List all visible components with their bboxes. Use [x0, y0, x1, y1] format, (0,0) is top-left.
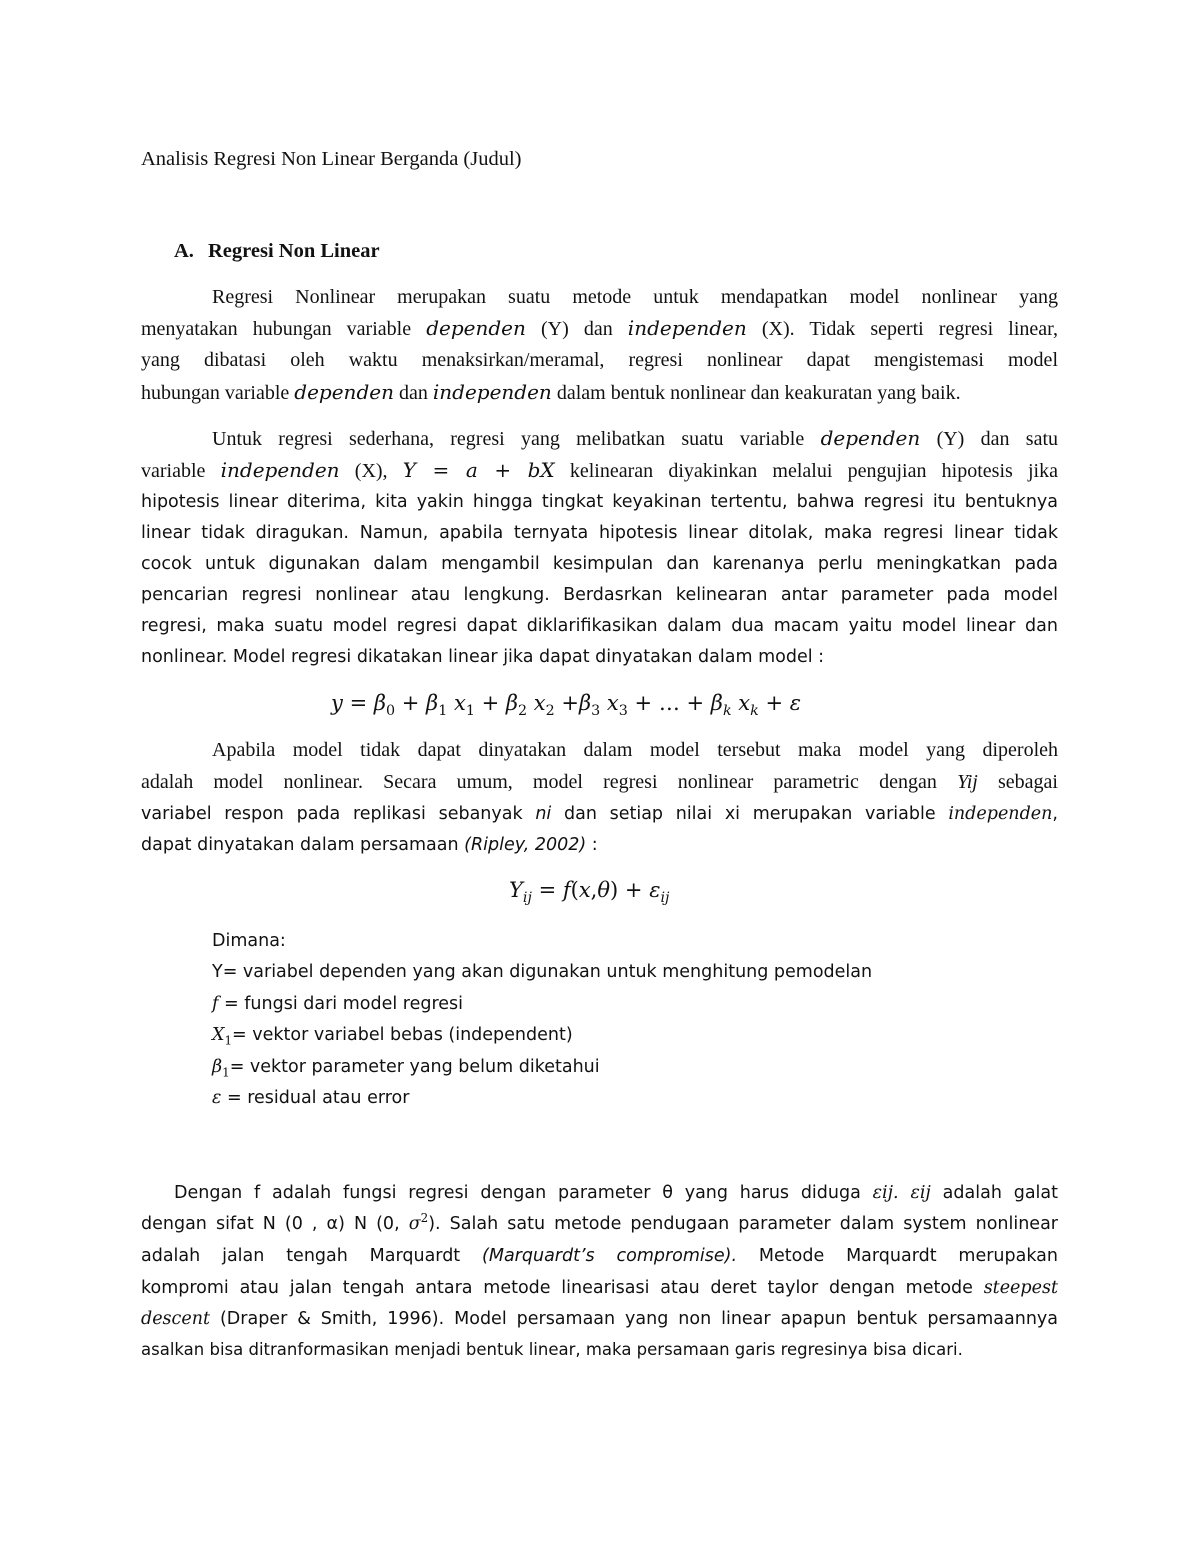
paragraph-4-line-6: asalkan bisa ditranformasikan menjadi bentuk linear, maka persamaan garis regresinya bisa dicari. — [141, 1340, 963, 1359]
paragraph-4-line-5: descent (Draper & Smith, 1996). Model persamaan yang non linear apapun bentuk persamaannya — [141, 1309, 1058, 1329]
paragraph-3-line-2: adalah model nonlinear. Secara umum, model regresi nonlinear parametric dengan Yij sebagai — [141, 771, 1058, 793]
paragraph-1-line-2: menyatakan hubungan variable dependen (Y) dan independen (X). Tidak seperti regresi linear, — [141, 316, 1059, 340]
paragraph-2-line-5: cocok untuk digunakan dalam mengambil kesimpulan dan karenanya perlu meningkatkan pada — [141, 554, 1058, 574]
term-independen: independen — [220, 458, 340, 482]
paragraph-2-line-7: regresi, maka suatu model regresi dapat diklarifikasikan dalam dua macam yaitu model linear dan — [141, 616, 1058, 636]
where-label: Dimana: — [212, 931, 286, 951]
paragraph-2-line-4: linear tidak diragukan. Namun, apabila ternyata hipotesis linear ditolak, maka regresi linear tidak — [141, 523, 1058, 543]
where-item-beta1: $\beta_1=$ vektor parameter yang belum diketahui — [212, 1057, 600, 1080]
term-dependen: dependen — [294, 380, 394, 404]
paragraph-4-line-3: adalah jalan tengah Marquardt (Marquardt’s compromise). Metode Marquardt merupakan — [141, 1246, 1058, 1266]
citation: (Ripley, 2002) — [464, 835, 587, 855]
paragraph-2-line-3: hipotesis linear diterima, kita yakin hingga tingkat keyakinan tertentu, bahwa regresi itu bentuknya — [141, 492, 1058, 512]
equation-linear-model: $y = \beta_0 + \beta_1$ $x_1 + \beta_2$ $x_2 +\beta_3$ $x_3$ + … + $\beta_k$ $x_k + \varepsilon$ — [331, 691, 802, 720]
paragraph-2-line-2: variable independen (X), Y = a + bX kelinearan diyakinkan melalui pengujian hipotesis jika — [141, 458, 1058, 482]
section-heading-text: Regresi Non Linear — [208, 240, 380, 262]
paragraph-4-line-4: kompromi atau jalan tengah antara metode linearisasi atau deret taylor dengan metode steepest — [141, 1278, 1058, 1298]
paragraph-1-line-3: yang dibatasi oleh waktu menaksirkan/meramal, regresi nonlinear dapat mengistemasi model — [141, 349, 1058, 371]
paragraph-2-line-8: nonlinear. Model regresi dikatakan linear jika dapat dinyatakan dalam model : — [141, 647, 825, 667]
equation-nonlinear-model: $Y_{ij} = f(x,\theta) + \varepsilon_{ij}$ — [509, 878, 670, 907]
paragraph-4-line-2: dengan sifat N (0 , α) N (0, $\sigma^2$). Salah satu metode pendugaan parameter dalam system nonlinear — [141, 1211, 1058, 1234]
paragraph-1-line-1: Regresi Nonlinear merupakan suatu metode untuk mendapatkan model nonlinear yang — [212, 286, 1058, 308]
inline-equation: Y = a + bX — [402, 458, 555, 482]
paragraph-3-line-4: dapat dinyatakan dalam persamaan (Ripley, 2002) : — [141, 835, 598, 855]
document-title: Analisis Regresi Non Linear Berganda (Judul) — [141, 148, 522, 170]
term-independen: independen — [627, 316, 747, 340]
term-dependen: dependen — [820, 426, 921, 450]
paragraph-2-line-6: pencarian regresi nonlinear atau lengkung. Berdasrkan kelinearan antar parameter pada model — [141, 585, 1058, 605]
term-independen: independen — [432, 380, 552, 404]
paragraph-3-line-1: Apabila model tidak dapat dinyatakan dalam model tersebut maka model yang diperoleh — [212, 739, 1058, 761]
where-item-x1: $X_1=$ vektor variabel bebas (independent) — [212, 1025, 573, 1048]
term-dependen: dependen — [426, 316, 526, 340]
paragraph-4-line-1: Dengan f adalah fungsi regresi dengan parameter θ yang harus diduga εij. εij adalah galat — [174, 1183, 1058, 1203]
where-item-f: f = fungsi dari model regresi — [212, 994, 464, 1014]
section-label: A. — [174, 240, 194, 262]
paragraph-1-line-4: hubungan variable dependen dan independen dalam bentuk nonlinear dan keakuratan yang baik. — [141, 380, 961, 404]
where-item-epsilon: ε = residual atau error — [212, 1088, 410, 1108]
section-heading — [174, 238, 380, 264]
paragraph-3-line-3: variabel respon pada replikasi sebanyak ni dan setiap nilai xi merupakan variable independen, — [141, 804, 1058, 824]
paragraph-2-line-1: Untuk regresi sederhana, regresi yang melibatkan suatu variable dependen (Y) dan satu — [212, 426, 1059, 450]
where-item-y: Y= variabel dependen yang akan digunakan untuk menghitung pemodelan — [212, 962, 873, 982]
